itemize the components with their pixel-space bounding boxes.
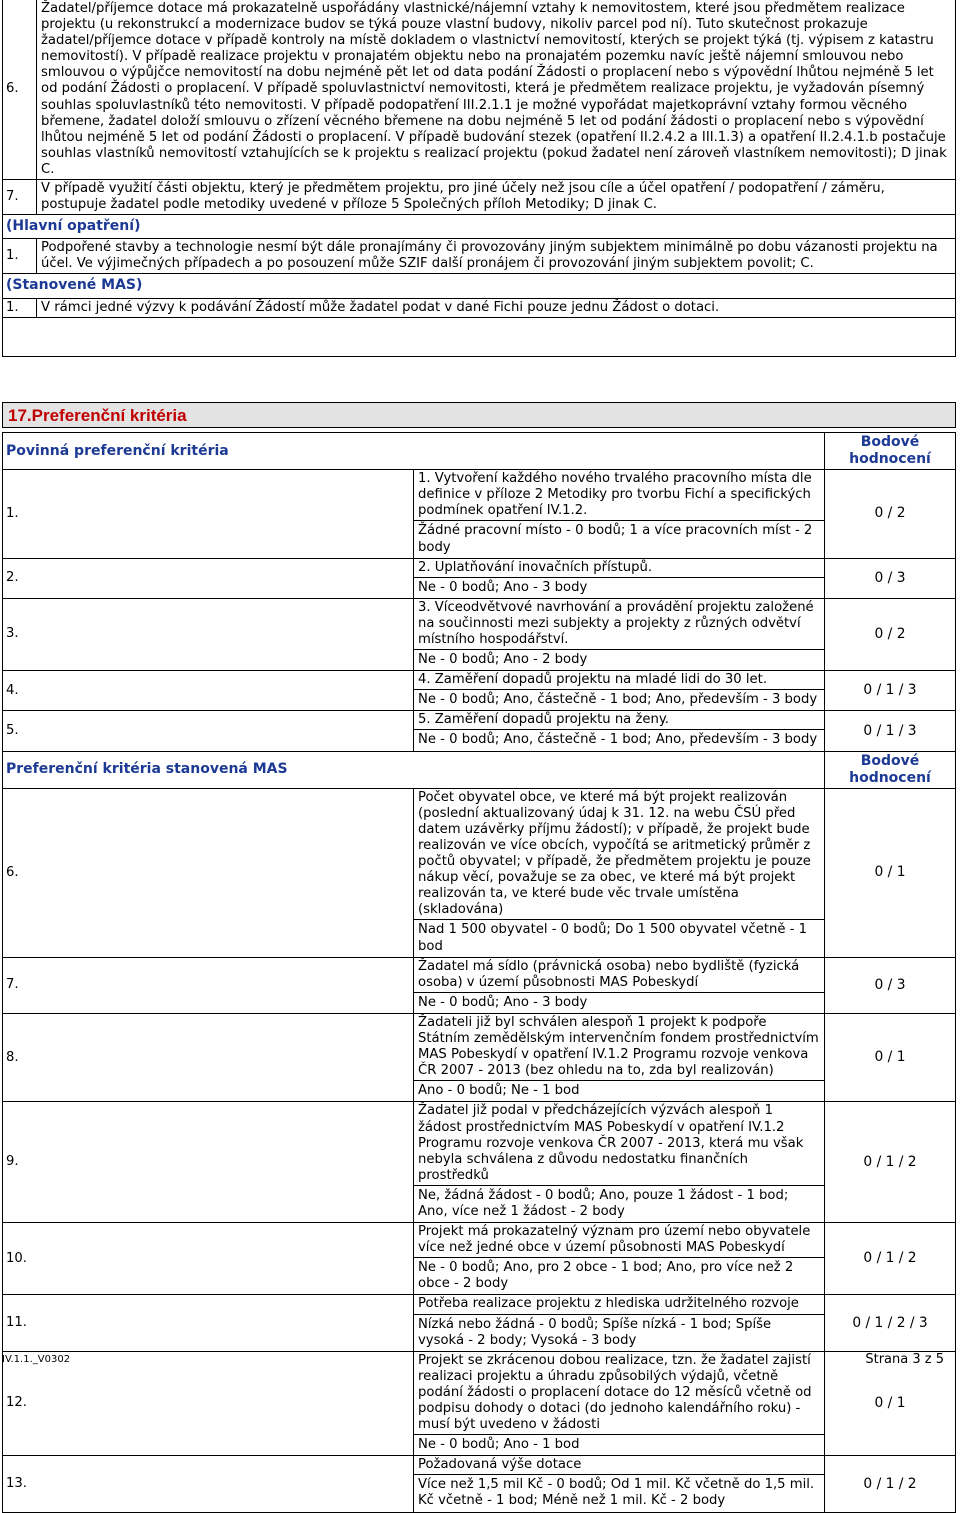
criteria-cell <box>414 1295 825 1351</box>
criteria-text: 4. Zaměření dopadů projektu na mladé lidi do 30 let. <box>418 672 768 688</box>
criteria-cell <box>414 598 825 670</box>
row-text: V rámci jedné výzvy k podávání Žádostí může žadatel podat v dané Fichi pouze jednu Žádost o dotaci. <box>37 298 956 317</box>
page-number: Strana 3 z 5 <box>865 1352 944 1367</box>
criteria-score: 0 / 1 / 2 / 3 <box>825 1295 956 1351</box>
criteria-number: 12. <box>3 1351 414 1456</box>
section-title-bar <box>2 402 956 428</box>
table-row <box>3 180 956 215</box>
criteria-options: Ne - 0 bodů; Ano, částečně - 1 bod; Ano, především - 3 body <box>414 689 824 710</box>
mas-header-row <box>3 751 956 788</box>
criteria-cell <box>414 711 825 751</box>
criteria-number: 2. <box>3 558 414 598</box>
table-row <box>3 0 956 180</box>
section-title: 17.Preferenční kritéria <box>8 406 187 425</box>
section-heading-row <box>3 274 956 298</box>
table-row <box>3 239 956 274</box>
row-number: 1. <box>3 239 37 274</box>
criteria-number: 4. <box>3 671 414 711</box>
hlavni-heading: (Hlavní opatření) <box>3 215 956 239</box>
criteria-cell <box>414 470 825 558</box>
criteria-cell <box>414 1456 825 1512</box>
criteria-text: Žadateli již byl schválen alespoň 1 projekt k podpoře Státním zemědělským intervenčním fondem prostřednictvím MAS Pobeskydí v opatření IV.1.2 Programu rozvoje venkova ČR 2007 - 2013 (bez ohledu na to, zda byl realizován) <box>418 1014 819 1079</box>
criteria-number: 9. <box>3 1102 414 1223</box>
mas-heading: Preferenční kritéria stanovená MAS <box>3 751 825 788</box>
criteria-score: 0 / 3 <box>825 957 956 1013</box>
criteria-number: 3. <box>3 598 414 670</box>
row-text: Žadatel/příjemce dotace má prokazatelně uspořádány vlastnické/nájemní vztahy k nemovitostem, které jsou předmětem realizace projektu (u rekonstrukcí a modernizace budov se týká pouze vlastní budovy, nikoliv parcel pod ní). Tuto skutečnost prokazuje žadatel/příjemce dotace v případě kontroly na místě dokladem o vlastnictví nemovitostí, kterých se projekt týká (tj. výpisem z katastru nemovitostí). V případě realizace projektu v pronajatém objektu nebo na pronajatém pozemku navíc ještě nájemní smlouvou nebo smlouvou o výpůjčce nemovitostí na dobu nejméně pět let od data podání Žádosti o proplacení nebo s výpovědní lhůtou nejméně 5 let od podání Žádosti o proplacení. V případě spoluvlastnictví nemovitosti, která je předmětem realizace projektu, je vyžadován písemný souhlas spoluvlastníků této nemovitosti. V případě podopatření III.2.1.1 je možné vypořádat majetkoprávní vztahy formou věcného břemene, žadatel doloží smlouvu o zřízení věcného břemene na dobu nejméně 5 let od podání žádosti o proplacení nebo s výpovědní lhůtou nejméně 5 let od podání Žádosti o proplacení. V případě budování stezek (opatření II.2.4.2 a III.1.3) a opatření II.2.4.1.b postačuje souhlas vlastníků nemovitostí vztahujících se k projektu s realizací projektu (pokud žadatel není zároveň vlastníkem nemovitosti); D jinak C. <box>37 0 956 180</box>
table-row <box>3 298 956 317</box>
empty-row <box>3 317 956 356</box>
score-heading: Bodové hodnocení <box>825 751 956 788</box>
criteria-row <box>3 598 956 670</box>
criteria-number: 1. <box>3 470 414 558</box>
criteria-text: Požadovaná výše dotace <box>418 1457 582 1473</box>
criteria-text: 3. Víceodvětvové navrhování a provádění projektu založené na součinnosti mezi subjekty a projekty z různých odvětví místního hospodářství. <box>418 599 814 647</box>
criteria-row <box>3 1223 956 1295</box>
criteria-row <box>3 671 956 711</box>
criteria-row <box>3 470 956 558</box>
criteria-row <box>3 1013 956 1101</box>
criteria-score: 0 / 1 <box>825 1013 956 1101</box>
criteria-score: 0 / 3 <box>825 558 956 598</box>
criteria-score: 0 / 1 <box>825 1351 956 1456</box>
criteria-cell <box>414 1102 825 1223</box>
criteria-options: Ne - 0 bodů; Ano - 1 bod <box>414 1434 824 1455</box>
criteria-score: 0 / 1 / 3 <box>825 671 956 711</box>
criteria-cell <box>414 671 825 711</box>
criteria-text: Potřeba realizace projektu z hlediska udržitelného rozvoje <box>418 1296 799 1312</box>
row-number: 6. <box>3 0 37 180</box>
criteria-score: 0 / 1 / 3 <box>825 711 956 751</box>
criteria-number: 5. <box>3 711 414 751</box>
criteria-score: 0 / 2 <box>825 598 956 670</box>
criteria-score: 0 / 1 <box>825 788 956 957</box>
criteria-options: Nízká nebo žádná - 0 bodů; Spíše nízká - 1 bod; Spíše vysoká - 2 body; Vysoká - 3 body <box>414 1314 824 1351</box>
criteria-score: 0 / 1 / 2 <box>825 1456 956 1512</box>
criteria-score: 0 / 1 / 2 <box>825 1102 956 1223</box>
criteria-number: 11. <box>3 1295 414 1351</box>
criteria-text: Žadatel již podal v předcházejících výzvách alespoň 1 žádost prostřednictvím MAS Pobeskydí v opatření IV.1.2 Programu rozvoje venkova ČR 2007 - 2013, která mu však nebyla schválena z důvodu nedostatku finančních prostředků <box>418 1103 804 1183</box>
score-heading: Bodové hodnocení <box>825 433 956 470</box>
criteria-text: 1. Vytvoření každého nového trvalého pracovního místa dle definice v příloze 2 Metodiky pro tvorbu Fichí a specifických podmínek opatření IV.1.2. <box>418 471 812 519</box>
criteria-options: Žádné pracovní místo - 0 bodů; 1 a více pracovních míst - 2 body <box>414 520 824 557</box>
criteria-options: Ano - 0 bodů; Ne - 1 bod <box>414 1080 824 1101</box>
criteria-cell <box>414 1351 825 1456</box>
criteria-cell <box>414 788 825 957</box>
criteria-options: Ne, žádná žádost - 0 bodů; Ano, pouze 1 žádost - 1 bod; Ano, více než 1 žádost - 2 body <box>414 1185 824 1222</box>
criteria-options: Ne - 0 bodů; Ano - 3 body <box>414 577 824 598</box>
criteria-row <box>3 788 956 957</box>
criteria-row <box>3 1102 956 1223</box>
criteria-text: Počet obyvatel obce, ve které má být projekt realizován (poslední aktualizovaný údaj k 31. 12. na webu ČSÚ před datem uzávěrky příjmu žádostí); v případě, že projekt bude realizován ve více obcích, vypočítá se aritmetický průměr z počtů obyvatel; v případě, že předmětem projektu je pouze nákup věcí, považuje se za obec, ve které má být projekt realizován ta, ve které bude věc trvale umístěna (skladována) <box>418 789 811 918</box>
criteria-number: 7. <box>3 957 414 1013</box>
criteria-cell <box>414 1013 825 1101</box>
criteria-cell <box>414 558 825 598</box>
criteria-row <box>3 1295 956 1351</box>
criteria-number: 13. <box>3 1456 414 1512</box>
row-text: Podpořené stavby a technologie nesmí být dále pronajímány či provozovány jiným subjektem minimálně po dobu vázanosti projektu na účel. Ve výjimečných případech a po posouzení může SZIF další pronájem či provozování jiným subjektem povolit; C. <box>37 239 956 274</box>
section-heading-row <box>3 215 956 239</box>
povinna-header-row <box>3 433 956 470</box>
document-code: IV.1.1._V0302 <box>2 1354 71 1365</box>
criteria-text: Projekt má prokazatelný význam pro území nebo obyvatele více než jedné obce v území působnosti MAS Pobeskydí <box>418 1224 811 1256</box>
row-number: 7. <box>3 180 37 215</box>
criteria-row <box>3 558 956 598</box>
criteria-options: Ne - 0 bodů; Ano, pro 2 obce - 1 bod; Ano, pro více než 2 obce - 2 body <box>414 1257 824 1294</box>
row-number: 1. <box>3 298 37 317</box>
criteria-text: 2. Uplatňování inovačních přístupů. <box>418 559 653 575</box>
criteria-text: 5. Zaměření dopadů projektu na ženy. <box>418 712 669 728</box>
criteria-options: Ne - 0 bodů; Ano - 3 body <box>414 992 824 1013</box>
criteria-text: Žadatel má sídlo (právnická osoba) nebo bydliště (fyzická osoba) v území působnosti MAS Pobeskydí <box>418 958 800 990</box>
criteria-row <box>3 1456 956 1512</box>
criteria-row <box>3 957 956 1013</box>
criteria-options: Ne - 0 bodů; Ano, částečně - 1 bod; Ano, především - 3 body <box>414 729 824 750</box>
criteria-options: Ne - 0 bodů; Ano - 2 body <box>414 649 824 670</box>
criteria-cell <box>414 1223 825 1295</box>
criteria-row <box>3 1351 956 1456</box>
stanovene-heading: (Stanovené MAS) <box>3 274 956 298</box>
povinna-heading: Povinná preferenční kritéria <box>3 433 825 470</box>
criteria-cell <box>414 957 825 1013</box>
criteria-number: 10. <box>3 1223 414 1295</box>
criteria-text: Projekt se zkrácenou dobou realizace, tzn. že žadatel zajistí realizaci projektu a úhradu způsobilých výdajů, včetně podání žádosti o proplacení dotace do 12 měsíců včetně od podpisu dohody o dotaci (do jednoho kalendářního roku) - musí být uvedeno v žádosti <box>418 1352 812 1433</box>
criteria-score: 0 / 2 <box>825 470 956 558</box>
criteria-number: 8. <box>3 1013 414 1101</box>
row-text: V případě využití části objektu, který je předmětem projektu, pro jiné účely než jsou cíle a účel opatření / podopatření / záměru, postupuje žadatel podle metodiky uvedené v příloze 5 Společných příloh Metodiky; D jinak C. <box>37 180 956 215</box>
criteria-options: Nad 1 500 obyvatel - 0 bodů; Do 1 500 obyvatel včetně - 1 bod <box>414 919 824 956</box>
criteria-row <box>3 711 956 751</box>
conditions-table <box>2 0 956 357</box>
criteria-options: Více než 1,5 mil Kč - 0 bodů; Od 1 mil. Kč včetně do 1,5 mil. Kč včetně - 1 bod; Méně než 1 mil. Kč - 2 body <box>414 1474 824 1511</box>
criteria-table <box>2 432 956 1513</box>
criteria-score: 0 / 1 / 2 <box>825 1223 956 1295</box>
criteria-number: 6. <box>3 788 414 957</box>
